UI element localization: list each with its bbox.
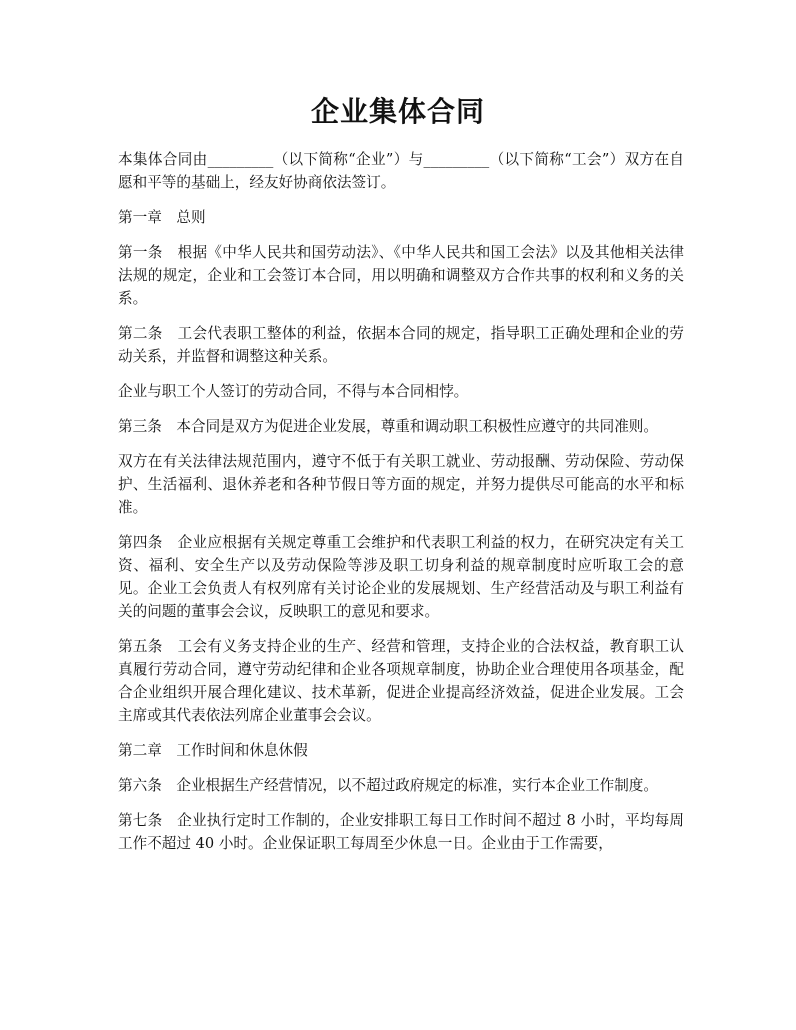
document-body: [118, 148, 684, 867]
article-7: 第七条 企业执行定时工作制的，企业安排职工每日工作时间不超过 8 小时，平均每周工作不超过 40 小时。企业保证职工每周至少休息一日。企业由于工作需要，: [118, 812, 684, 852]
preamble-paragraph: 本集体合同由_________（以下简称“企业”）与_________（以下简称“工会”）双方在自愿和平等的基础上，经友好协商依法签订。: [118, 151, 684, 191]
article-1: 第一条 根据《中华人民共和国劳动法》、《中华人民共和国工会法》以及其他相关法律法规的规定，企业和工会签订本合同，用以明确和调整双方合作共事的权利和义务的关系。: [118, 244, 684, 307]
article-5: 第五条 工会有义务支持企业的生产、经营和管理，支持企业的合法权益，教育职工认真履行劳动合同，遵守劳动纪律和企业各项规章制度，协助企业合理使用各项基金，配合企业组织开展合理化建议、技术革新，促进企业提高经济效益，促进企业发展。工会主席或其代表依法列席企业董事会会议。: [118, 638, 684, 724]
chapter-2-heading: 第二章 工作时间和休息休假: [118, 742, 308, 759]
article-3: 第三条 本合同是双方为促进企业发展，尊重和调动职工积极性应遵守的共同准则。: [118, 418, 658, 435]
document-title: 企业集体合同: [310, 95, 485, 128]
chapter-1-heading: 第一章 总则: [118, 209, 206, 226]
article-6: 第六条 企业根据生产经营情况，以不超过政府规定的标准，实行本企业工作制度。: [118, 777, 658, 794]
article-4: 第四条 企业应根据有关规定尊重工会维护和代表职工利益的权力，在研究决定有关工资、福利、安全生产以及劳动保险等涉及职工切身利益的规章制度时应听取工会的意见。企业工会负责人有权列席有关讨论企业的发展规划、生产经营活动及与职工利益有关的问题的董事会会议，反映职工的意见和要求。: [118, 534, 684, 620]
article-2-continuation: 企业与职工个人签订的劳动合同，不得与本合同相悖。: [118, 383, 469, 400]
article-3-continuation: 双方在有关法律法规范围内，遵守不低于有关职工就业、劳动报酬、劳动保险、劳动保护、生活福利、退休养老和各种节假日等方面的规定，并努力提供尽可能高的水平和标准。: [118, 453, 684, 516]
article-2: 第二条 工会代表职工整体的利益，依据本合同的规定，指导职工正确处理和企业的劳动关系，并监督和调整这种关系。: [118, 325, 684, 365]
